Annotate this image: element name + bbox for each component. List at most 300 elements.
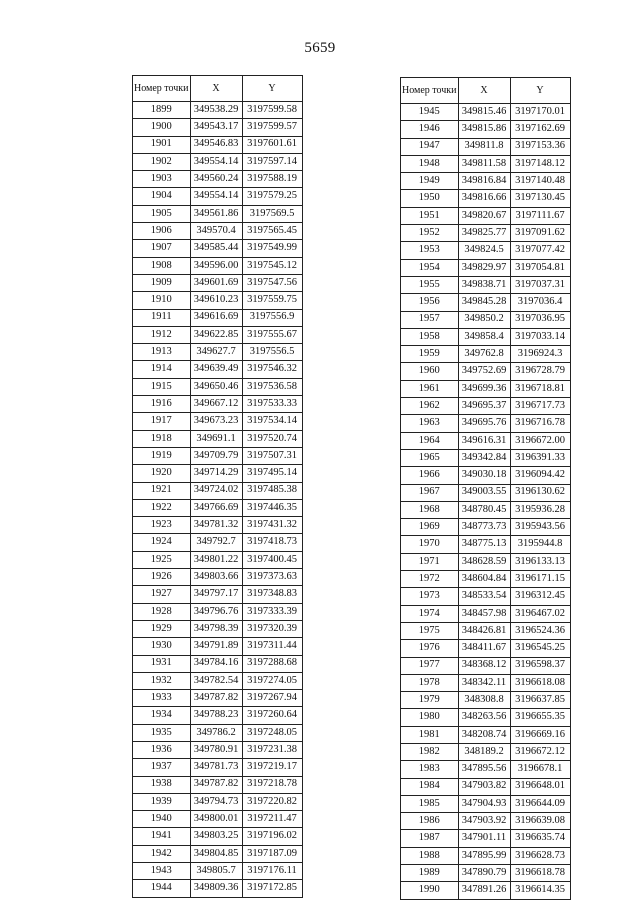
x-coordinate-cell: 349699.36 — [458, 380, 510, 397]
x-coordinate-cell: 349639.49 — [190, 361, 242, 378]
y-coordinate-cell: 3197431.32 — [242, 517, 302, 534]
point-number-cell: 1962 — [401, 398, 459, 415]
x-coordinate-cell: 349724.02 — [190, 482, 242, 499]
y-coordinate-cell: 3197559.75 — [242, 292, 302, 309]
table-row — [401, 761, 571, 778]
x-coordinate-cell: 347895.56 — [458, 761, 510, 778]
y-coordinate-cell: 3196672.00 — [510, 432, 570, 449]
point-number-cell: 1941 — [133, 828, 191, 845]
y-coordinate-cell: 3196669.16 — [510, 726, 570, 743]
x-coordinate-cell: 349858.4 — [458, 328, 510, 345]
x-coordinate-cell: 349811.58 — [458, 155, 510, 172]
y-coordinate-cell: 3197555.67 — [242, 326, 302, 343]
y-coordinate-cell: 3197311.44 — [242, 638, 302, 655]
point-number-cell: 1906 — [133, 223, 191, 240]
table-row — [133, 880, 303, 897]
header-point-number: Номер точки — [133, 76, 191, 102]
y-coordinate-cell: 3196637.85 — [510, 692, 570, 709]
table-row — [401, 657, 571, 674]
point-number-cell: 1930 — [133, 638, 191, 655]
x-coordinate-cell: 349554.14 — [190, 188, 242, 205]
table-row — [401, 865, 571, 882]
y-coordinate-cell: 3196717.73 — [510, 398, 570, 415]
table-row — [133, 655, 303, 672]
x-coordinate-cell: 349788.23 — [190, 707, 242, 724]
y-coordinate-cell: 3197196.02 — [242, 828, 302, 845]
x-coordinate-cell: 347904.93 — [458, 795, 510, 812]
table-row — [401, 467, 571, 484]
table-row — [133, 586, 303, 603]
y-coordinate-cell: 3197418.73 — [242, 534, 302, 551]
y-coordinate-cell: 3197170.01 — [510, 104, 570, 121]
point-number-cell: 1953 — [401, 242, 459, 259]
point-number-cell: 1912 — [133, 326, 191, 343]
x-coordinate-cell: 348189.2 — [458, 743, 510, 760]
table-row — [401, 501, 571, 518]
x-coordinate-cell: 348426.81 — [458, 622, 510, 639]
y-coordinate-cell: 3197037.31 — [510, 276, 570, 293]
y-coordinate-cell: 3196618.08 — [510, 674, 570, 691]
x-coordinate-cell: 348775.13 — [458, 536, 510, 553]
table-row — [133, 205, 303, 222]
table-row — [401, 225, 571, 242]
point-number-cell: 1980 — [401, 709, 459, 726]
table-row — [401, 328, 571, 345]
point-number-cell: 1908 — [133, 257, 191, 274]
y-coordinate-cell: 3196094.42 — [510, 467, 570, 484]
y-coordinate-cell: 3196648.01 — [510, 778, 570, 795]
table-row — [401, 242, 571, 259]
point-number-cell: 1933 — [133, 690, 191, 707]
y-coordinate-cell: 3196924.3 — [510, 346, 570, 363]
coordinates-table-left — [132, 75, 303, 898]
x-coordinate-cell: 349673.23 — [190, 413, 242, 430]
point-number-cell: 1947 — [401, 138, 459, 155]
point-number-cell: 1973 — [401, 588, 459, 605]
point-number-cell: 1949 — [401, 173, 459, 190]
y-coordinate-cell: 3196545.25 — [510, 640, 570, 657]
point-number-cell: 1935 — [133, 724, 191, 741]
table-row — [401, 778, 571, 795]
x-coordinate-cell: 349781.32 — [190, 517, 242, 534]
table-row — [133, 759, 303, 776]
table-row — [133, 690, 303, 707]
table-row — [133, 378, 303, 395]
y-coordinate-cell: 3197033.14 — [510, 328, 570, 345]
table-row — [133, 102, 303, 119]
point-number-cell: 1989 — [401, 865, 459, 882]
x-coordinate-cell: 349797.17 — [190, 586, 242, 603]
y-coordinate-cell: 3197485.38 — [242, 482, 302, 499]
x-coordinate-cell: 349561.86 — [190, 205, 242, 222]
y-coordinate-cell: 3196130.62 — [510, 484, 570, 501]
point-number-cell: 1920 — [133, 465, 191, 482]
point-number-cell: 1959 — [401, 346, 459, 363]
y-coordinate-cell: 3197077.42 — [510, 242, 570, 259]
x-coordinate-cell: 349794.73 — [190, 793, 242, 810]
table-row — [401, 536, 571, 553]
x-coordinate-cell: 349784.16 — [190, 655, 242, 672]
table-body-left — [133, 102, 303, 898]
point-number-cell: 1940 — [133, 811, 191, 828]
point-number-cell: 1945 — [401, 104, 459, 121]
y-coordinate-cell: 3197162.69 — [510, 121, 570, 138]
x-coordinate-cell: 348342.11 — [458, 674, 510, 691]
y-coordinate-cell: 3196672.12 — [510, 743, 570, 760]
x-coordinate-cell: 348533.54 — [458, 588, 510, 605]
point-number-cell: 1964 — [401, 432, 459, 449]
point-number-cell: 1972 — [401, 571, 459, 588]
x-coordinate-cell: 349650.46 — [190, 378, 242, 395]
y-coordinate-cell: 3197588.19 — [242, 171, 302, 188]
table-row — [401, 692, 571, 709]
y-coordinate-cell: 3197534.14 — [242, 413, 302, 430]
y-coordinate-cell: 3197231.38 — [242, 741, 302, 758]
x-coordinate-cell: 349714.29 — [190, 465, 242, 482]
y-coordinate-cell: 3197599.57 — [242, 119, 302, 136]
table-row — [133, 292, 303, 309]
y-coordinate-cell: 3195944.8 — [510, 536, 570, 553]
table-row — [133, 845, 303, 862]
point-number-cell: 1923 — [133, 517, 191, 534]
table-row — [401, 726, 571, 743]
table-row — [133, 396, 303, 413]
y-coordinate-cell: 3197248.05 — [242, 724, 302, 741]
table-row — [133, 776, 303, 793]
table-row — [133, 223, 303, 240]
point-number-cell: 1951 — [401, 207, 459, 224]
point-number-cell: 1915 — [133, 378, 191, 395]
point-number-cell: 1918 — [133, 430, 191, 447]
table-row — [133, 465, 303, 482]
table-row — [401, 104, 571, 121]
point-number-cell: 1967 — [401, 484, 459, 501]
table-header-row — [401, 78, 571, 104]
x-coordinate-cell: 349824.5 — [458, 242, 510, 259]
point-number-cell: 1990 — [401, 882, 459, 899]
y-coordinate-cell: 3196718.81 — [510, 380, 570, 397]
point-number-cell: 1985 — [401, 795, 459, 812]
table-row — [401, 432, 571, 449]
point-number-cell: 1983 — [401, 761, 459, 778]
y-coordinate-cell: 3196614.35 — [510, 882, 570, 899]
y-coordinate-cell: 3197545.12 — [242, 257, 302, 274]
point-number-cell: 1971 — [401, 553, 459, 570]
x-coordinate-cell: 349815.46 — [458, 104, 510, 121]
y-coordinate-cell: 3197565.45 — [242, 223, 302, 240]
point-number-cell: 1900 — [133, 119, 191, 136]
y-coordinate-cell: 3197218.78 — [242, 776, 302, 793]
table-row — [133, 499, 303, 516]
x-coordinate-cell: 348628.59 — [458, 553, 510, 570]
table-row — [133, 257, 303, 274]
table-row — [401, 294, 571, 311]
table-row — [401, 415, 571, 432]
y-coordinate-cell: 3197601.61 — [242, 136, 302, 153]
table-row — [401, 882, 571, 899]
point-number-cell: 1958 — [401, 328, 459, 345]
point-number-cell: 1957 — [401, 311, 459, 328]
x-coordinate-cell: 349691.1 — [190, 430, 242, 447]
x-coordinate-cell: 349780.91 — [190, 741, 242, 758]
point-number-cell: 1932 — [133, 672, 191, 689]
point-number-cell: 1939 — [133, 793, 191, 810]
table-row — [133, 153, 303, 170]
table-row — [133, 741, 303, 758]
point-number-cell: 1922 — [133, 499, 191, 516]
x-coordinate-cell: 349804.85 — [190, 845, 242, 862]
y-coordinate-cell: 3197400.45 — [242, 551, 302, 568]
y-coordinate-cell: 3195943.56 — [510, 519, 570, 536]
table-row — [133, 811, 303, 828]
table-row — [401, 605, 571, 622]
x-coordinate-cell: 349560.24 — [190, 171, 242, 188]
table-row — [133, 569, 303, 586]
point-number-cell: 1901 — [133, 136, 191, 153]
point-number-cell: 1925 — [133, 551, 191, 568]
y-coordinate-cell: 3197176.11 — [242, 863, 302, 880]
x-coordinate-cell: 349811.8 — [458, 138, 510, 155]
point-number-cell: 1902 — [133, 153, 191, 170]
x-coordinate-cell: 349850.2 — [458, 311, 510, 328]
header-y: Y — [242, 76, 302, 102]
table-row — [133, 672, 303, 689]
y-coordinate-cell: 3197320.39 — [242, 620, 302, 637]
x-coordinate-cell: 349787.82 — [190, 776, 242, 793]
table-row — [401, 674, 571, 691]
y-coordinate-cell: 3197507.31 — [242, 447, 302, 464]
table-row — [401, 138, 571, 155]
point-number-cell: 1954 — [401, 259, 459, 276]
point-number-cell: 1909 — [133, 274, 191, 291]
page-number: 5659 — [304, 40, 336, 56]
y-coordinate-cell: 3197172.85 — [242, 880, 302, 897]
point-number-cell: 1981 — [401, 726, 459, 743]
x-coordinate-cell: 348208.74 — [458, 726, 510, 743]
y-coordinate-cell: 3197274.05 — [242, 672, 302, 689]
table-row — [401, 847, 571, 864]
y-coordinate-cell: 3197187.09 — [242, 845, 302, 862]
y-coordinate-cell: 3197520.74 — [242, 430, 302, 447]
y-coordinate-cell: 3197556.5 — [242, 344, 302, 361]
table-row — [401, 363, 571, 380]
point-number-cell: 1979 — [401, 692, 459, 709]
x-coordinate-cell: 349820.67 — [458, 207, 510, 224]
y-coordinate-cell: 3197111.67 — [510, 207, 570, 224]
y-coordinate-cell: 3197536.58 — [242, 378, 302, 395]
y-coordinate-cell: 3197153.36 — [510, 138, 570, 155]
table-row — [133, 534, 303, 551]
x-coordinate-cell: 347890.79 — [458, 865, 510, 882]
x-coordinate-cell: 349791.89 — [190, 638, 242, 655]
point-number-cell: 1926 — [133, 569, 191, 586]
y-coordinate-cell: 3196524.36 — [510, 622, 570, 639]
x-coordinate-cell: 347891.26 — [458, 882, 510, 899]
x-coordinate-cell: 349829.97 — [458, 259, 510, 276]
point-number-cell: 1952 — [401, 225, 459, 242]
x-coordinate-cell: 347895.99 — [458, 847, 510, 864]
x-coordinate-cell: 347901.11 — [458, 830, 510, 847]
table-row — [133, 482, 303, 499]
point-number-cell: 1929 — [133, 620, 191, 637]
table-row — [401, 346, 571, 363]
point-number-cell: 1916 — [133, 396, 191, 413]
y-coordinate-cell: 3196598.37 — [510, 657, 570, 674]
y-coordinate-cell: 3196628.73 — [510, 847, 570, 864]
y-coordinate-cell: 3197267.94 — [242, 690, 302, 707]
table-row — [401, 380, 571, 397]
table-row — [133, 517, 303, 534]
table-row — [401, 622, 571, 639]
y-coordinate-cell: 3197533.33 — [242, 396, 302, 413]
y-coordinate-cell: 3196635.74 — [510, 830, 570, 847]
point-number-cell: 1970 — [401, 536, 459, 553]
y-coordinate-cell: 3197054.81 — [510, 259, 570, 276]
table-row — [401, 155, 571, 172]
table-row — [401, 830, 571, 847]
x-coordinate-cell: 349805.7 — [190, 863, 242, 880]
x-coordinate-cell: 349342.84 — [458, 449, 510, 466]
y-coordinate-cell: 3197569.5 — [242, 205, 302, 222]
header-point-number: Номер точки — [401, 78, 459, 104]
x-coordinate-cell: 349798.39 — [190, 620, 242, 637]
x-coordinate-cell: 347903.82 — [458, 778, 510, 795]
x-coordinate-cell: 349782.54 — [190, 672, 242, 689]
x-coordinate-cell: 349585.44 — [190, 240, 242, 257]
table-row — [133, 828, 303, 845]
table-row — [133, 413, 303, 430]
point-number-cell: 1988 — [401, 847, 459, 864]
table-row — [401, 259, 571, 276]
table-row — [401, 519, 571, 536]
table-row — [401, 484, 571, 501]
y-coordinate-cell: 3196644.09 — [510, 795, 570, 812]
y-coordinate-cell: 3197260.64 — [242, 707, 302, 724]
point-number-cell: 1960 — [401, 363, 459, 380]
table-row — [133, 724, 303, 741]
table-row — [133, 326, 303, 343]
point-number-cell: 1938 — [133, 776, 191, 793]
point-number-cell: 1965 — [401, 449, 459, 466]
x-coordinate-cell: 348604.84 — [458, 571, 510, 588]
y-coordinate-cell: 3196391.33 — [510, 449, 570, 466]
table-row — [401, 588, 571, 605]
y-coordinate-cell: 3197549.99 — [242, 240, 302, 257]
y-coordinate-cell: 3197333.39 — [242, 603, 302, 620]
x-coordinate-cell: 349596.00 — [190, 257, 242, 274]
point-number-cell: 1917 — [133, 413, 191, 430]
point-number-cell: 1913 — [133, 344, 191, 361]
point-number-cell: 1936 — [133, 741, 191, 758]
point-number-cell: 1966 — [401, 467, 459, 484]
point-number-cell: 1931 — [133, 655, 191, 672]
y-coordinate-cell: 3197556.9 — [242, 309, 302, 326]
table-row — [401, 571, 571, 588]
table-body-right — [401, 104, 571, 900]
x-coordinate-cell: 349538.29 — [190, 102, 242, 119]
table-row — [401, 813, 571, 830]
y-coordinate-cell: 3196678.1 — [510, 761, 570, 778]
table-row — [133, 863, 303, 880]
point-number-cell: 1919 — [133, 447, 191, 464]
table-row — [133, 309, 303, 326]
y-coordinate-cell: 3196618.78 — [510, 865, 570, 882]
y-coordinate-cell: 3196639.08 — [510, 813, 570, 830]
x-coordinate-cell: 349792.7 — [190, 534, 242, 551]
y-coordinate-cell: 3197036.95 — [510, 311, 570, 328]
point-number-cell: 1969 — [401, 519, 459, 536]
x-coordinate-cell: 349030.18 — [458, 467, 510, 484]
point-number-cell: 1975 — [401, 622, 459, 639]
point-number-cell: 1905 — [133, 205, 191, 222]
x-coordinate-cell: 349762.8 — [458, 346, 510, 363]
x-coordinate-cell: 348368.12 — [458, 657, 510, 674]
table-row — [133, 430, 303, 447]
table-row — [133, 551, 303, 568]
point-number-cell: 1987 — [401, 830, 459, 847]
point-number-cell: 1955 — [401, 276, 459, 293]
table-row — [401, 207, 571, 224]
point-number-cell: 1948 — [401, 155, 459, 172]
table-row — [133, 171, 303, 188]
point-number-cell: 1942 — [133, 845, 191, 862]
table-row — [401, 276, 571, 293]
x-coordinate-cell: 349766.69 — [190, 499, 242, 516]
x-coordinate-cell: 349003.55 — [458, 484, 510, 501]
table-row — [401, 398, 571, 415]
header-y: Y — [510, 78, 570, 104]
x-coordinate-cell: 349616.31 — [458, 432, 510, 449]
x-coordinate-cell: 348411.67 — [458, 640, 510, 657]
table-row — [133, 274, 303, 291]
x-coordinate-cell: 348308.8 — [458, 692, 510, 709]
table-row — [133, 620, 303, 637]
table-row — [401, 449, 571, 466]
point-number-cell: 1961 — [401, 380, 459, 397]
x-coordinate-cell: 348263.56 — [458, 709, 510, 726]
table-row — [133, 707, 303, 724]
x-coordinate-cell: 349622.85 — [190, 326, 242, 343]
x-coordinate-cell: 349838.71 — [458, 276, 510, 293]
table-row — [401, 795, 571, 812]
x-coordinate-cell: 347903.92 — [458, 813, 510, 830]
y-coordinate-cell: 3197288.68 — [242, 655, 302, 672]
header-x: X — [190, 76, 242, 102]
header-x: X — [458, 78, 510, 104]
table-row — [133, 447, 303, 464]
point-number-cell: 1921 — [133, 482, 191, 499]
x-coordinate-cell: 349667.12 — [190, 396, 242, 413]
point-number-cell: 1911 — [133, 309, 191, 326]
x-coordinate-cell: 349543.17 — [190, 119, 242, 136]
y-coordinate-cell: 3196655.35 — [510, 709, 570, 726]
y-coordinate-cell: 3196716.78 — [510, 415, 570, 432]
point-number-cell: 1976 — [401, 640, 459, 657]
x-coordinate-cell: 349803.25 — [190, 828, 242, 845]
table-row — [133, 188, 303, 205]
table-row — [401, 709, 571, 726]
x-coordinate-cell: 349800.01 — [190, 811, 242, 828]
x-coordinate-cell: 349554.14 — [190, 153, 242, 170]
x-coordinate-cell: 349801.22 — [190, 551, 242, 568]
y-coordinate-cell: 3197091.62 — [510, 225, 570, 242]
table-header-row — [133, 76, 303, 102]
y-coordinate-cell: 3197597.14 — [242, 153, 302, 170]
x-coordinate-cell: 349845.28 — [458, 294, 510, 311]
point-number-cell: 1963 — [401, 415, 459, 432]
x-coordinate-cell: 349695.76 — [458, 415, 510, 432]
x-coordinate-cell: 348457.98 — [458, 605, 510, 622]
